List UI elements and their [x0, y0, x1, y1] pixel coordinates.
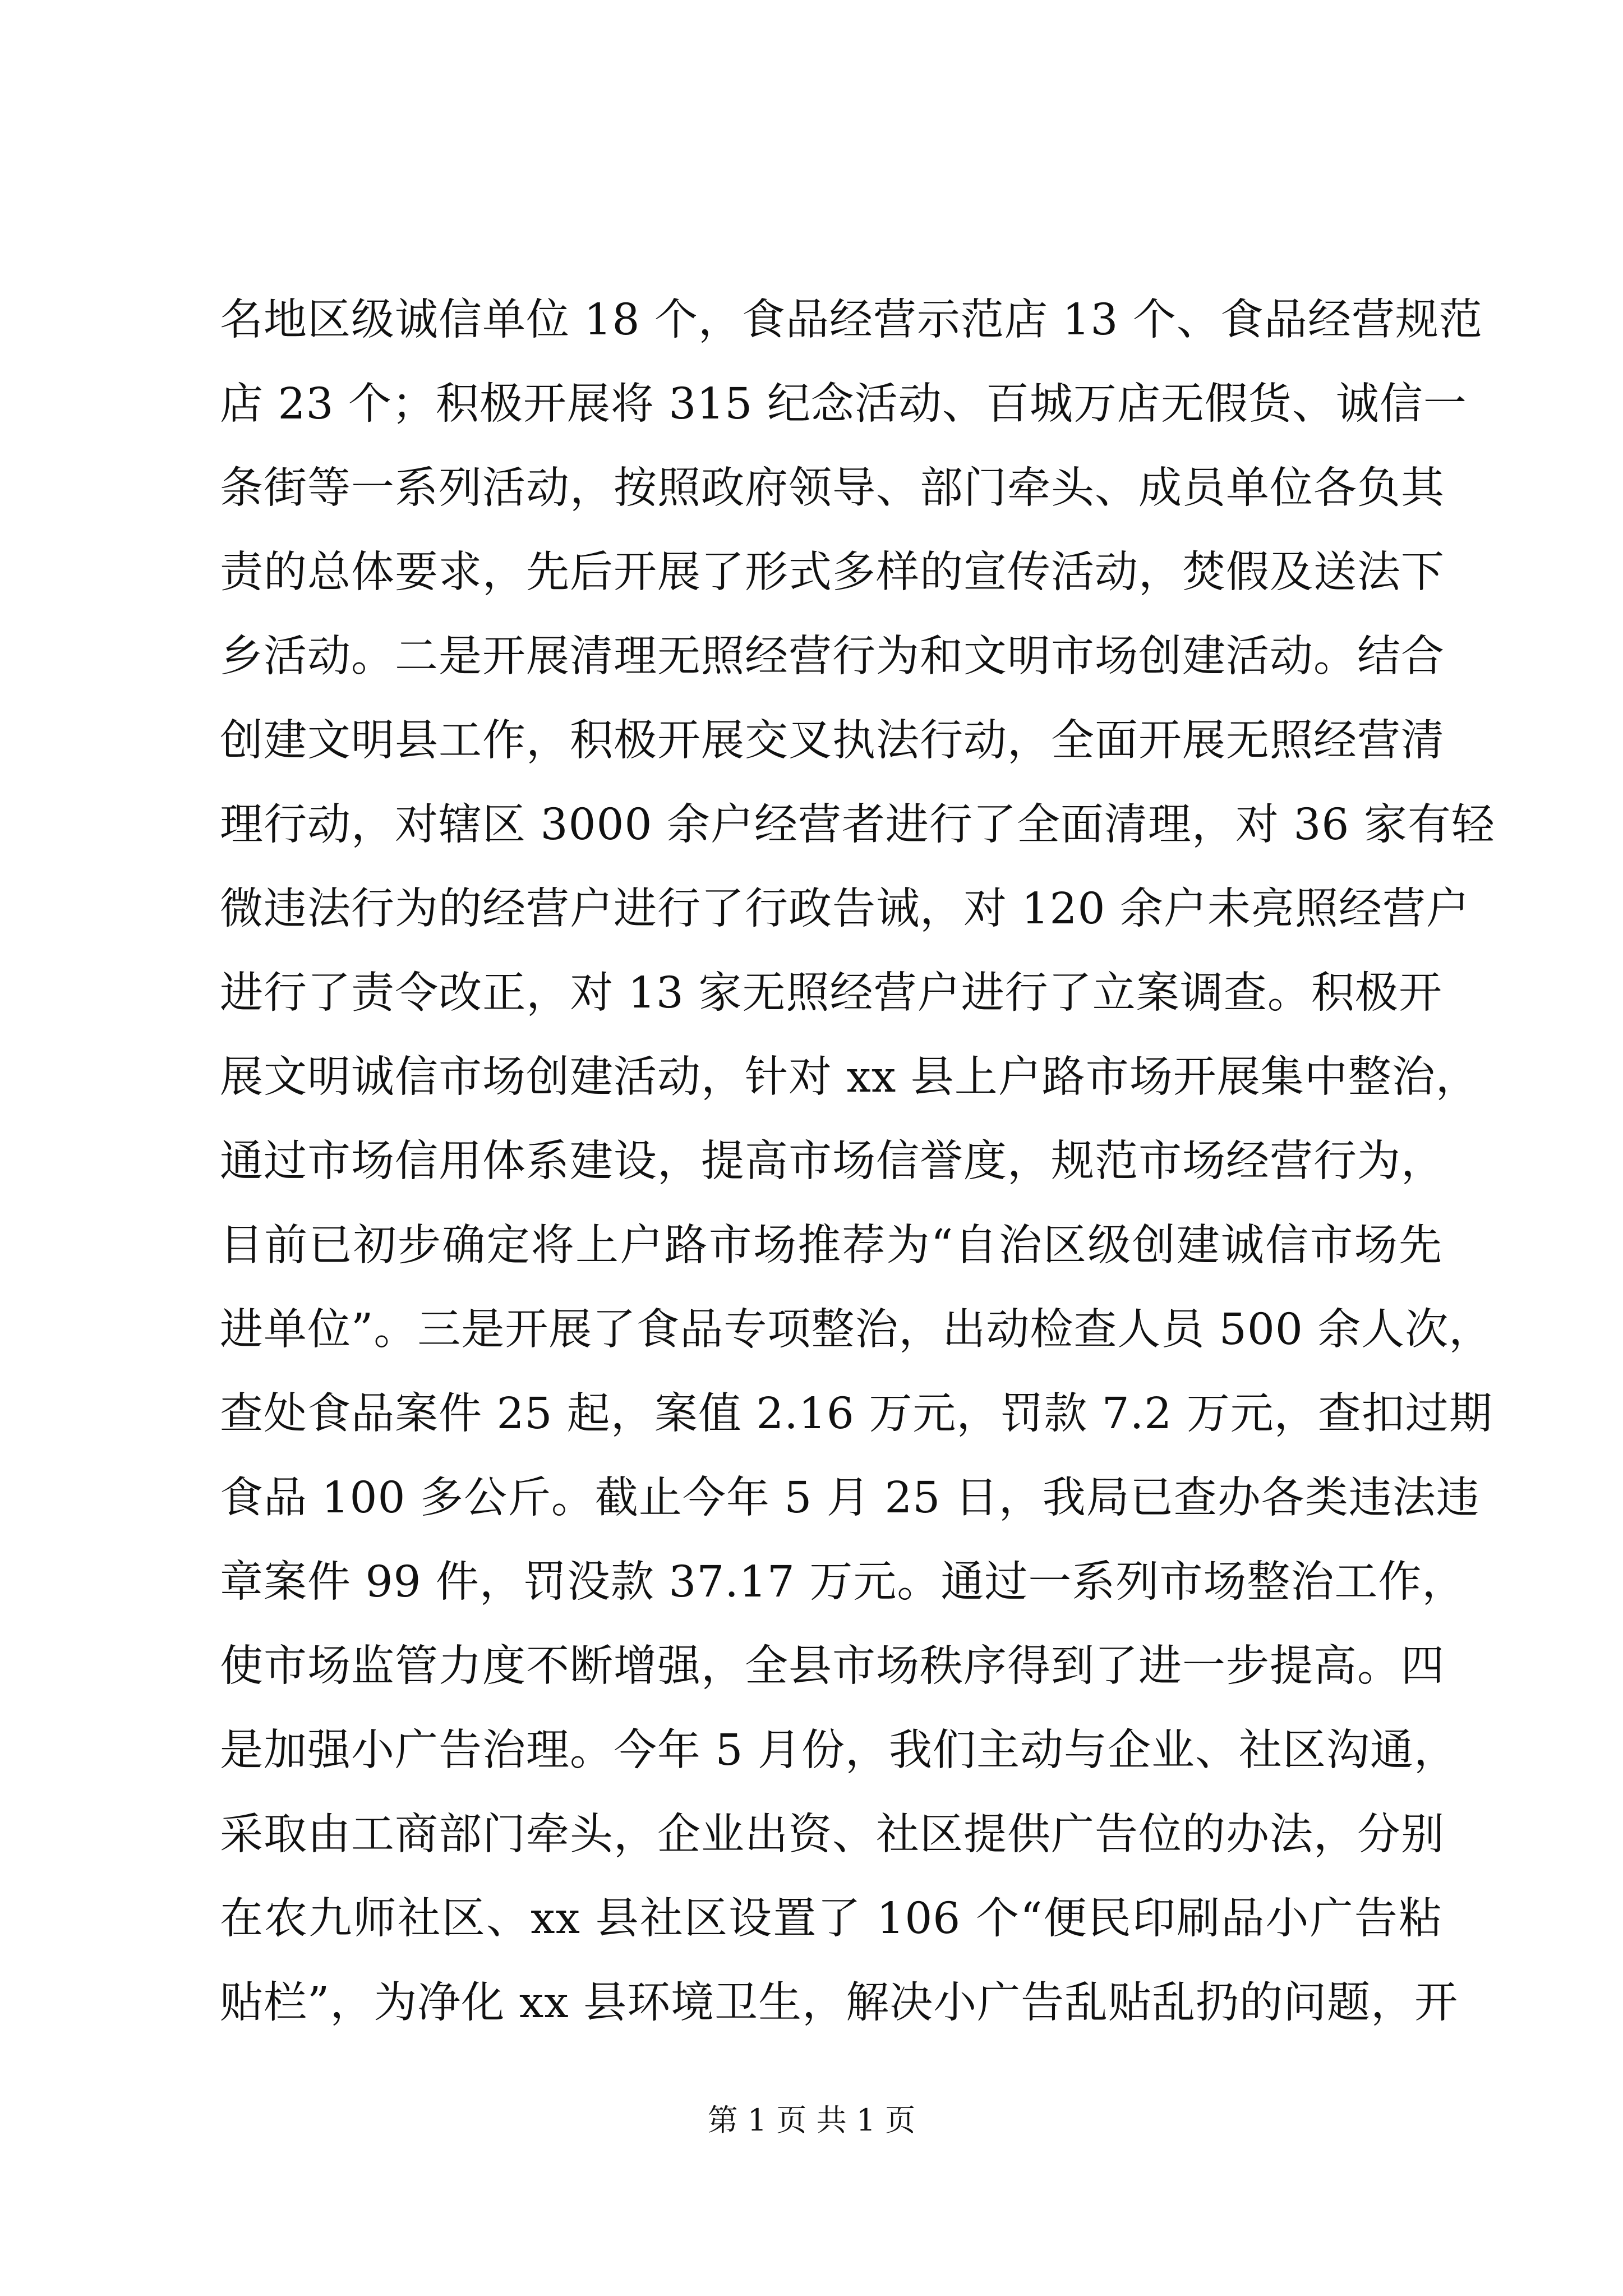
text-line: 创建文明县工作，积极开展交叉执法行动，全面开展无照经营清 — [220, 716, 1445, 766]
text-line: 展文明诚信市场创建活动，针对 xx 县上户路市场开展集中整治， — [220, 1052, 1479, 1102]
text-line: 乡活动。二是开展清理无照经营行为和文明市场创建活动。结合 — [220, 632, 1445, 682]
text-line: 贴栏”，为净化 xx 县环境卫生，解决小广告乱贴乱扔的问题，开 — [220, 1978, 1459, 2028]
text-line: 店 23 个；积极开展将 315 纪念活动、百城万店无假货、诚信一 — [220, 379, 1467, 429]
text-line: 使市场监管力度不断增强，全县市场秩序得到了进一步提高。四 — [220, 1641, 1445, 1691]
text-line: 采取由工商部门牵头，企业出资、社区提供广告位的办法，分别 — [220, 1810, 1445, 1860]
text-line: 目前已初步确定将上户路市场推荐为“自治区级创建诚信市场先 — [220, 1221, 1442, 1271]
text-line: 条街等一系列活动，按照政府领导、部门牵头、成员单位各负其 — [220, 463, 1445, 513]
text-line: 是加强小广告治理。今年 5 月份，我们主动与企业、社区沟通， — [220, 1726, 1458, 1775]
text-line: 食品 100 多公斤。截止今年 5 月 25 日，我局已查办各类违法违 — [220, 1473, 1480, 1523]
text-line: 章案件 99 件，罚没款 37.17 万元。通过一系列市场整治工作， — [220, 1557, 1466, 1607]
text-line: 理行动，对辖区 3000 余户经营者进行了全面清理，对 36 家有轻 — [220, 800, 1495, 850]
text-line: 在农九师社区、xx 县社区设置了 106 个“便民印刷品小广告粘 — [220, 1894, 1442, 1944]
text-line: 查处食品案件 25 起，案值 2.16 万元，罚款 7.2 万元，查扣过期 — [220, 1389, 1493, 1439]
text-line: 责的总体要求，先后开展了形式多样的宣传活动，焚假及送法下 — [220, 547, 1445, 597]
text-line: 微违法行为的经营户进行了行政告诫，对 120 余户未亮照经营户 — [220, 884, 1470, 934]
text-line: 进行了责令改正，对 13 家无照经营户进行了立案调查。积极开 — [220, 968, 1442, 1018]
text-line: 通过市场信用体系建设，提高市场信誉度，规范市场经营行为， — [220, 1137, 1445, 1186]
body-paragraph — [220, 278, 1495, 2045]
text-line: 名地区级诚信单位 18 个，食品经营示范店 13 个、食品经营规范 — [220, 295, 1483, 345]
text-line: 进单位”。三是开展了食品专项整治，出动检查人员 500 余人次， — [220, 1305, 1493, 1355]
page-number-footer: 第 1 页 共 1 页 — [707, 2102, 916, 2138]
